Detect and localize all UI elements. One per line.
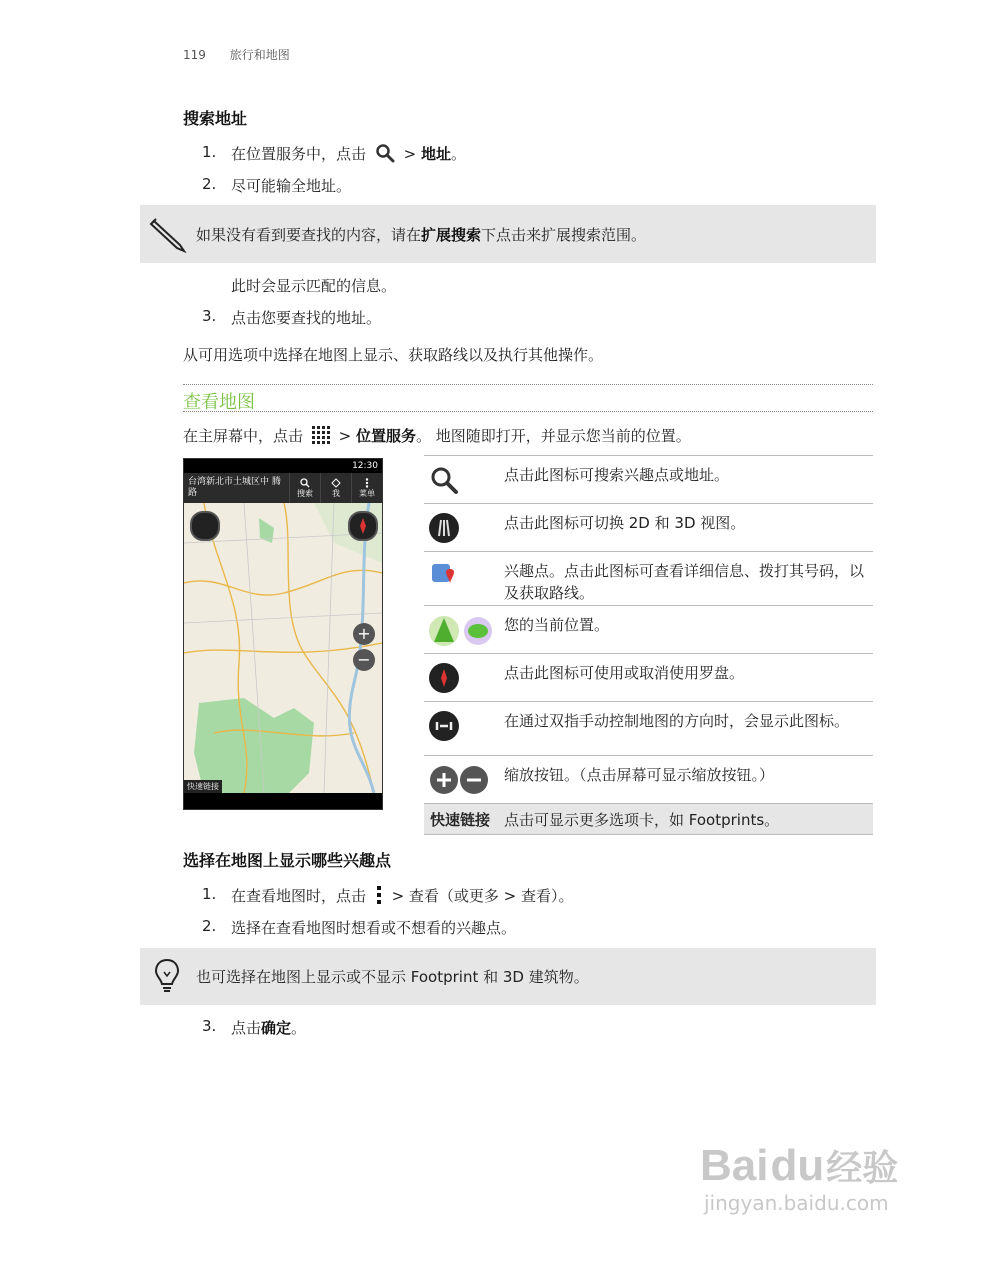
legend-label: 快速链接 — [430, 811, 491, 829]
watermark-cn: 经验 — [826, 1147, 899, 1188]
key-term: 确定 — [261, 1019, 292, 1037]
legend-icon-cell — [428, 614, 498, 652]
step-number: 2. — [202, 917, 217, 935]
zoom-out-button[interactable]: − — [353, 649, 375, 671]
note-post: 下点击来扩展搜索范围。 — [481, 226, 647, 244]
legend-icon-cell — [428, 560, 498, 594]
search-icon — [428, 464, 460, 496]
step-number: 2. — [202, 175, 217, 193]
page-header — [183, 46, 290, 63]
tip-box — [140, 948, 876, 1005]
page-number: 119 — [183, 48, 206, 62]
divider — [183, 384, 873, 385]
button-label: 搜索 — [297, 488, 313, 498]
legend-text: 兴趣点。点击此图标可查看详细信息、拨打其号码，以及获取路线。 — [504, 562, 865, 602]
legend-icon-cell — [428, 464, 498, 500]
search-icon — [375, 143, 395, 163]
phone-menu-button[interactable] — [351, 473, 382, 503]
legend-row — [424, 551, 873, 605]
step-text: 在位置服务中，点击 — [231, 145, 367, 163]
more-icon — [375, 886, 383, 904]
step-number: 3. — [202, 1017, 217, 1035]
compass-icon — [428, 662, 460, 694]
legend-row — [424, 503, 873, 551]
map-view[interactable] — [184, 503, 382, 793]
watermark — [700, 1140, 898, 1215]
key-term: 位置服务 — [355, 427, 416, 445]
section-heading-search: 搜索地址 — [183, 109, 248, 128]
legend-text: 点击此图标可使用或取消使用罗盘。 — [504, 664, 745, 682]
zoom-in-button[interactable]: + — [353, 623, 375, 645]
2d3d-toggle-button[interactable] — [190, 511, 220, 541]
legend-text: 您的当前位置。 — [504, 616, 610, 634]
step-2: 选择在查看地图时想看或不想看的兴趣点。 — [231, 919, 517, 937]
legend-icon-cell — [428, 512, 498, 548]
legend-row — [424, 701, 873, 755]
layers-icon — [331, 478, 341, 488]
step-text-end: > 查看（或更多 > 查看）。 — [391, 887, 574, 905]
location-icon — [428, 614, 496, 648]
step-number: 3. — [202, 307, 217, 325]
legend-row — [424, 803, 873, 835]
paragraph: 从可用选项中选择在地图上显示、获取路线以及执行其他操作。 — [183, 346, 604, 364]
legend-row — [424, 605, 873, 653]
legend-row — [424, 653, 873, 701]
key-term: 扩展搜索 — [421, 226, 482, 244]
zoom-icon — [428, 764, 492, 796]
step-1 — [231, 885, 574, 906]
note-pre: 如果没有看到要查找的内容，请在 — [196, 226, 422, 244]
step-3: 点击您要查找的地址。 — [231, 309, 382, 327]
status-time: 12:30 — [352, 461, 378, 471]
button-label: 菜单 — [359, 488, 375, 498]
separator: > — [403, 145, 417, 163]
intro-pre: 在主屏幕中，点击 — [183, 427, 304, 445]
after-note-text: 此时会显示匹配的信息。 — [231, 277, 397, 295]
key-term: 地址 — [420, 145, 451, 163]
step-text: 在查看地图时，点击 — [231, 887, 367, 905]
view-map-intro — [183, 425, 691, 446]
legend-icon-cell — [428, 764, 498, 800]
phone-screenshot — [183, 458, 383, 810]
section-heading-poi: 选择在地图上显示哪些兴趣点 — [183, 851, 392, 870]
button-label: 我 — [332, 488, 340, 498]
legend-icon-cell — [428, 662, 498, 698]
step-text-end: 。 — [450, 145, 466, 163]
watermark-brand: Bai — [700, 1141, 769, 1190]
apps-grid-icon — [312, 426, 330, 444]
search-icon — [300, 478, 310, 488]
legend-text: 点击此图标可切换 2D 和 3D 视图。 — [504, 514, 746, 532]
legend-text: 点击可显示更多选项卡，如 Footprints。 — [504, 811, 780, 829]
legend-text: 缩放按钮。（点击屏幕可显示缩放按钮。） — [504, 766, 775, 784]
step-3 — [231, 1017, 306, 1038]
map-drawing — [184, 503, 382, 793]
compass-icon — [350, 513, 376, 539]
step-2: 尽可能输全地址。 — [231, 177, 352, 195]
step-text-end: 。 — [291, 1019, 307, 1037]
chapter-title: 旅行和地图 — [229, 48, 290, 62]
status-bar — [184, 459, 382, 473]
rotate-icon — [428, 710, 460, 742]
section-title-view-map: 查看地图 — [183, 392, 255, 413]
legend-text: 在通过双指手动控制地图的方向时，会显示此图标。 — [504, 712, 850, 730]
divider — [183, 411, 873, 412]
separator: > — [338, 427, 352, 445]
legend-icon-cell — [428, 710, 498, 746]
intro-post: 。 地图随即打开，并显示您当前的位置。 — [415, 427, 691, 445]
location-label: 台湾新北市土城区中 腾路 — [188, 477, 281, 498]
note-text — [196, 224, 646, 245]
step-1 — [231, 143, 466, 164]
pencil-icon — [148, 215, 188, 253]
watermark-url: jingyan.baidu.com — [704, 1191, 889, 1215]
legend-text: 点击此图标可搜索兴趣点或地址。 — [504, 466, 730, 484]
watermark-brand-2: du — [770, 1141, 825, 1190]
lightbulb-icon — [154, 958, 180, 994]
step-number: 1. — [202, 143, 217, 161]
map-toolbar — [184, 473, 382, 503]
step-number: 1. — [202, 885, 217, 903]
legend-row — [424, 455, 873, 503]
note-box — [140, 205, 876, 263]
legend-table — [424, 455, 873, 835]
phone-search-button[interactable] — [289, 473, 320, 503]
more-icon — [365, 478, 369, 488]
legend-row — [424, 755, 873, 803]
2d3d-icon — [428, 512, 460, 544]
quick-link-tab[interactable]: 快速链接 — [184, 780, 222, 793]
tip-text: 也可选择在地图上显示或不显示 Footprint 和 3D 建筑物。 — [196, 968, 589, 986]
phone-layers-button[interactable] — [320, 473, 351, 503]
step-text: 点击 — [231, 1019, 262, 1037]
poi-icon — [428, 560, 458, 590]
compass-button[interactable] — [348, 511, 378, 541]
